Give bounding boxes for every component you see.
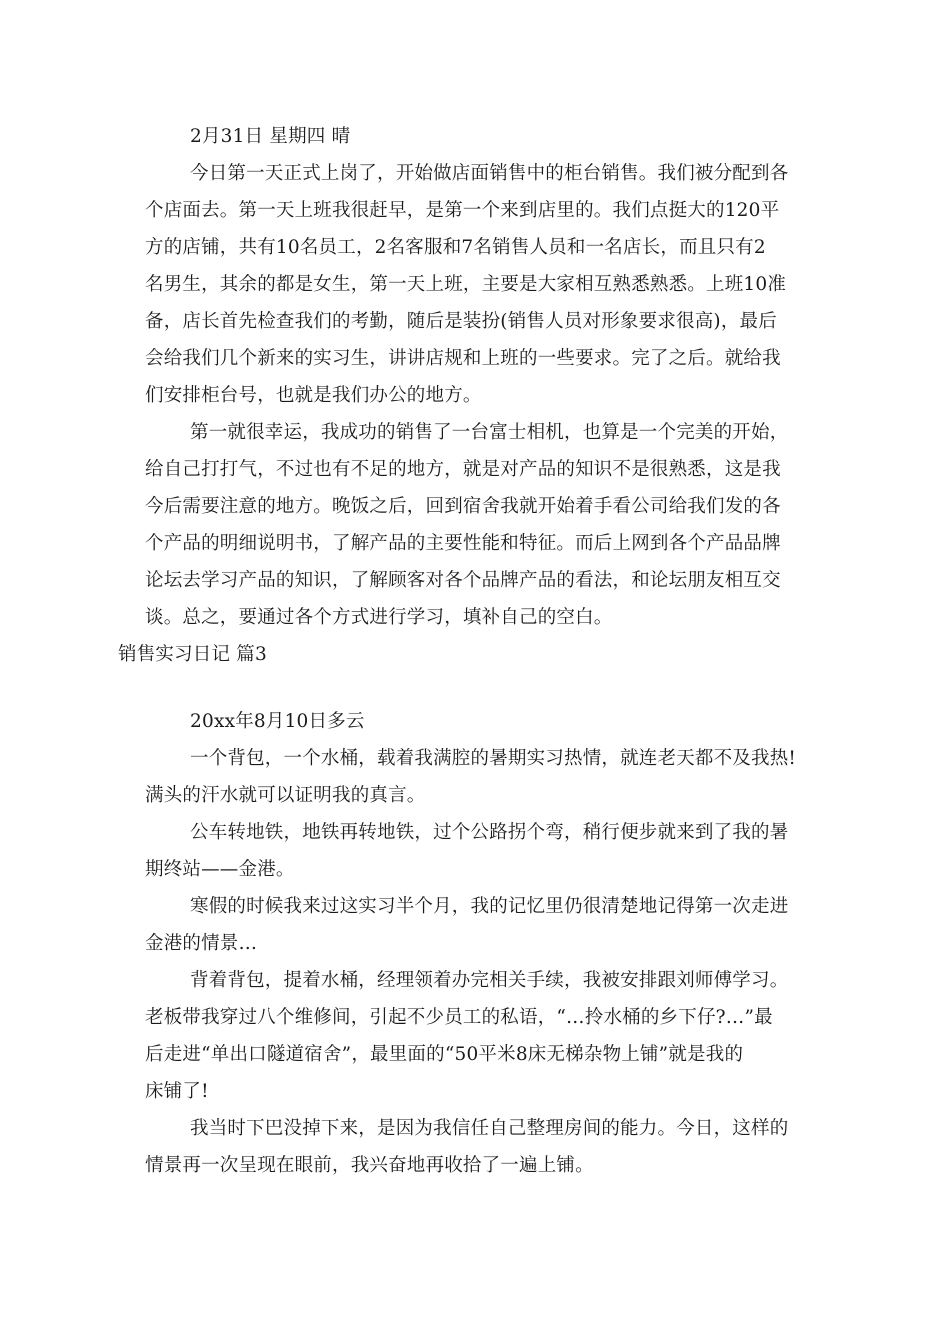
paragraph-line: 今后需要注意的地方。晚饭之后，回到宿舍我就开始着手看公司给我们发的各: [145, 496, 781, 517]
paragraph-line: 今日第一天正式上岗了，开始做店面销售中的柜台销售。我们被分配到各: [190, 163, 789, 184]
paragraph-line: 个产品的明细说明书，了解产品的主要性能和特征。而后上网到各个产品品牌: [145, 533, 781, 554]
entry2-date-line: 20xx年8月10日多云: [190, 711, 365, 732]
paragraph-line: 谈。总之，要通过各个方式进行学习，填补自己的空白。: [145, 607, 613, 628]
paragraph-line: 床铺了!: [145, 1081, 209, 1102]
paragraph-line: 老板带我穿过八个维修间，引起不少员工的私语，“…拎水桶的乡下仔?…”最: [145, 1007, 773, 1028]
paragraph-line: 背着背包，提着水桶，经理领着办完相关手续，我被安排跟刘师傅学习。: [190, 970, 789, 991]
paragraph-line: 我当时下巴没掉下来，是因为我信任自己整理房间的能力。今日，这样的: [190, 1118, 789, 1139]
paragraph-line: 名男生，其余的都是女生，第一天上班，主要是大家相互熟悉熟悉。上班10准: [145, 274, 787, 295]
paragraph-line: 情景再一次呈现在眼前，我兴奋地再收拾了一遍上铺。: [145, 1155, 594, 1176]
paragraph-line: 公车转地铁，地铁再转地铁，过个公路拐个弯，稍行便步就来到了我的暑: [190, 822, 789, 843]
paragraph-line: 寒假的时候我来过这实习半个月，我的记忆里仍很清楚地记得第一次走进: [190, 896, 789, 917]
paragraph-line: 方的店铺，共有10名员工，2名客服和7名销售人员和一名店长，而且只有2: [145, 237, 766, 258]
paragraph-line: 后走进“单出口隧道宿舍”，最里面的“50平米8床无梯杂物上铺”就是我的: [145, 1044, 744, 1065]
paragraph-line: 期终站——金港。: [145, 859, 295, 880]
paragraph-line: 个店面去。第一天上班我很赶早，是第一个来到店里的。我们点挺大的120平: [145, 200, 780, 221]
paragraph-line: 们安排柜台号，也就是我们办公的地方。: [145, 385, 482, 406]
paragraph-line: 备，店长首先检查我们的考勤，随后是装扮(销售人员对形象要求很高)，最后: [145, 311, 777, 332]
paragraph-line: 金港的情景…: [145, 933, 258, 954]
paragraph-line: 会给我们几个新来的实习生，讲讲店规和上班的一些要求。完了之后。就给我: [145, 348, 781, 369]
paragraph-line: 给自己打打气，不过也有不足的地方，就是对产品的知识不是很熟悉，这是我: [145, 459, 781, 480]
paragraph-line: 论坛去学习产品的知识，了解顾客对各个品牌产品的看法，和论坛朋友相互交: [145, 570, 781, 591]
section-title: 销售实习日记 篇3: [118, 644, 267, 665]
paragraph-line: 满头的汗水就可以证明我的真言。: [145, 785, 426, 806]
paragraph-line: 一个背包，一个水桶，载着我满腔的暑期实习热情，就连老天都不及我热!: [190, 748, 797, 769]
entry1-date-line: 2月31日 星期四 晴: [190, 126, 351, 147]
paragraph-line: 第一就很幸运，我成功的销售了一台富士相机，也算是一个完美的开始，: [190, 422, 789, 443]
